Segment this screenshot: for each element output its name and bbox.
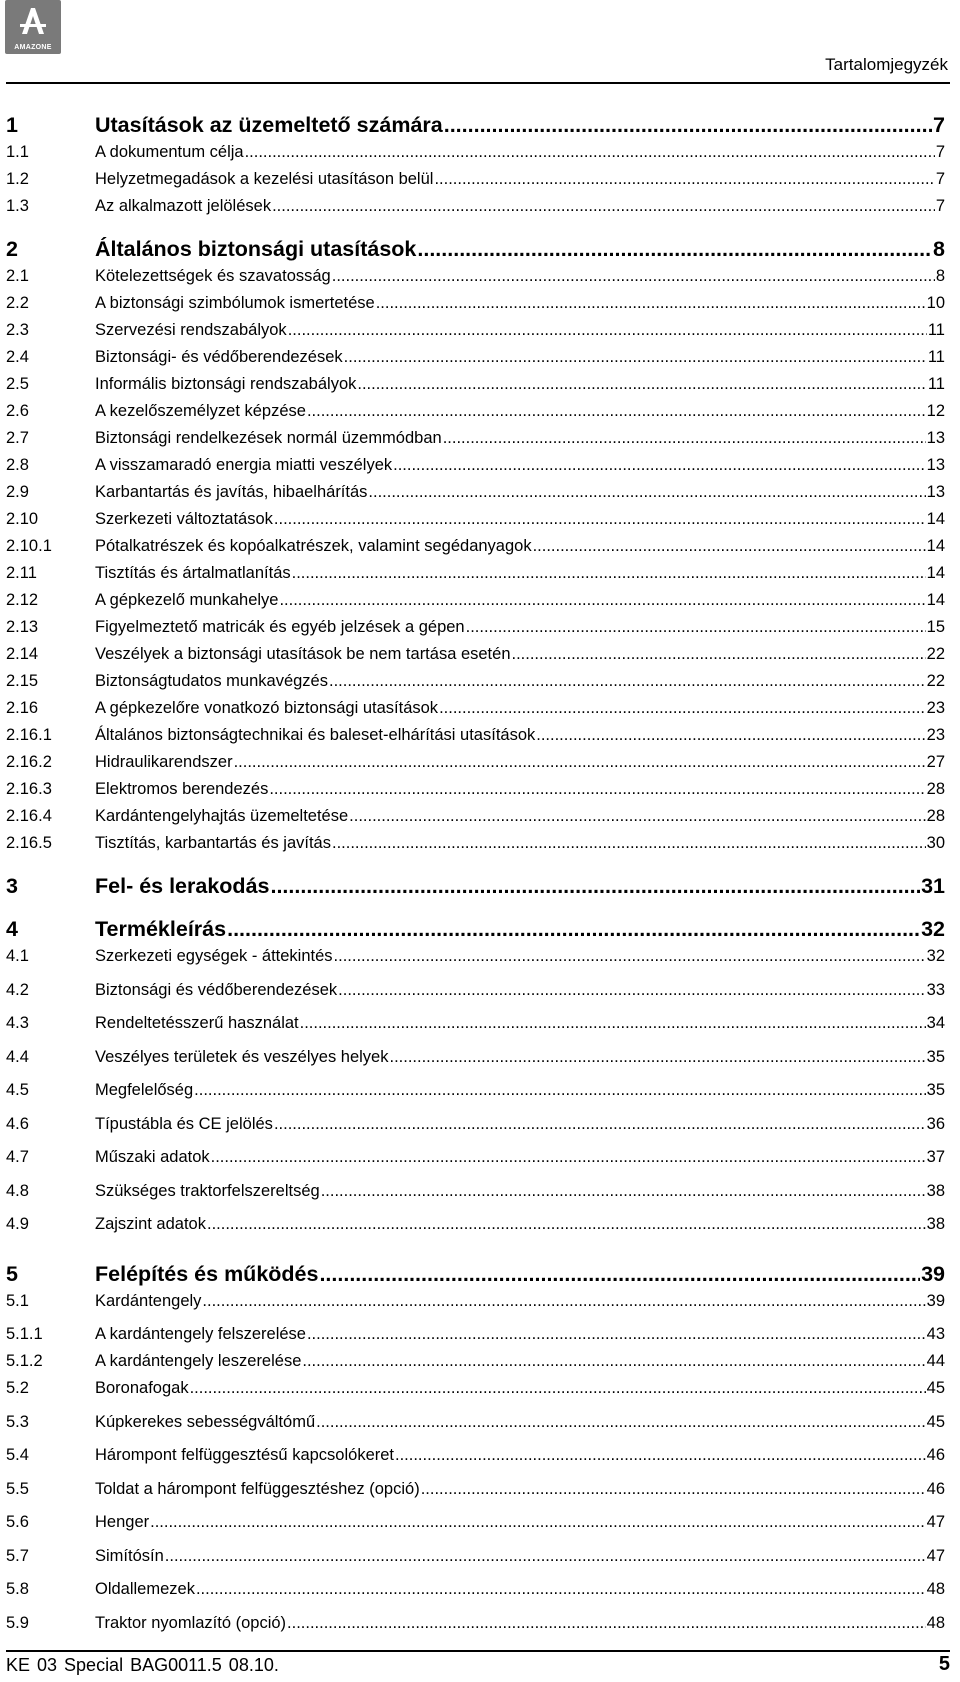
toc-entry-page: 35 (926, 1047, 945, 1066)
toc-entry-page: 39 (921, 1261, 945, 1286)
toc-entry-number: 4 (6, 917, 18, 941)
footer-document-id: KE 03 Special BAG0011.5 08.10. (6, 1655, 279, 1675)
toc-entry[interactable] (6, 197, 945, 224)
toc-entry[interactable] (6, 834, 945, 861)
toc-entry-number: 2.15 (6, 672, 39, 690)
toc-entry-number: 5.9 (6, 1613, 29, 1632)
toc-entry-page: 48 (926, 1613, 945, 1632)
toc-entry-number: 2.16.3 (6, 780, 52, 798)
toc-entry-page: 47 (926, 1546, 945, 1565)
toc-entry-title: Az alkalmazott jelölések (95, 197, 272, 215)
toc-entry-number: 4.8 (6, 1181, 29, 1200)
toc-entry-page: 44 (926, 1352, 945, 1370)
toc-entry-page: 46 (926, 1446, 945, 1464)
toc-dot-leader (307, 1325, 926, 1344)
toc-entry-title: Kúpkerekes sebességváltómű (95, 1412, 316, 1431)
toc-entry[interactable] (6, 1014, 945, 1048)
toc-entry-page: 47 (926, 1513, 945, 1531)
toc-entry-page: 23 (926, 699, 945, 717)
toc-entry-title: Biztonsági- és védőberendezések (95, 348, 343, 366)
toc-entry[interactable] (6, 113, 945, 143)
toc-entry-title: Hárompont felfüggesztésű kapcsolókeret (95, 1446, 394, 1464)
toc-entry-page: 12 (926, 402, 945, 420)
toc-dot-leader (443, 429, 926, 448)
toc-entry-title: Helyzetmegadások a kezelési utasításon belül (95, 170, 434, 188)
toc-entry[interactable] (6, 1413, 945, 1447)
toc-dot-leader (344, 348, 927, 367)
toc-entry-page: 8 (935, 267, 945, 285)
toc-entry-page: 7 (933, 113, 945, 137)
toc-dot-leader (332, 834, 926, 853)
toc-dot-leader (274, 510, 926, 529)
toc-entry[interactable] (6, 947, 945, 981)
toc-entry-title: Oldallemezek (95, 1580, 195, 1598)
toc-entry-number: 2.3 (6, 321, 29, 339)
toc-entry-title: Elektromos berendezés (95, 780, 269, 798)
toc-dot-leader (274, 1115, 926, 1134)
toc-entry[interactable] (6, 807, 945, 834)
toc-dot-leader (272, 197, 935, 216)
toc-entry[interactable] (6, 753, 945, 780)
toc-entry[interactable] (6, 348, 945, 375)
amazone-logo (5, 0, 61, 54)
toc-entry-number: 2.6 (6, 402, 29, 420)
toc-entry-page: 37 (926, 1148, 945, 1166)
toc-entry[interactable] (6, 375, 945, 402)
toc-entry-title: Kardántengelyhajtás üzemeltetése (95, 807, 349, 825)
toc-entry-page: 11 (927, 321, 945, 339)
toc-entry-number: 2.2 (6, 294, 29, 312)
toc-entry[interactable] (6, 483, 945, 510)
toc-entry-title: Biztonsági rendelkezések normál üzemmódban (95, 429, 442, 447)
toc-entry[interactable] (6, 1446, 945, 1480)
toc-dot-leader (434, 170, 934, 189)
toc-dot-leader (234, 753, 926, 772)
toc-entry-title: Veszélyek a biztonsági utasítások be nem tartása esetén (95, 645, 511, 663)
toc-dot-leader (421, 1480, 926, 1499)
toc-entry-number: 5.1.1 (6, 1325, 43, 1343)
toc-entry[interactable] (6, 564, 945, 591)
toc-dot-leader (368, 483, 925, 502)
toc-entry-page: 27 (926, 753, 945, 771)
toc-entry-page: 48 (926, 1580, 945, 1598)
toc-entry-title: Utasítások az üzemeltető számára (95, 113, 443, 137)
toc-dot-leader (332, 267, 935, 286)
toc-entry[interactable] (6, 1148, 945, 1182)
toc-entry-number: 5.1 (6, 1291, 29, 1310)
toc-dot-leader (190, 1379, 926, 1398)
toc-entry-page: 31 (921, 874, 945, 898)
toc-entry-number: 2.14 (6, 645, 39, 663)
toc-entry-number: 5.1.2 (6, 1352, 43, 1370)
toc-entry-title: Simítósín (95, 1546, 164, 1565)
toc-entry-title: Műszaki adatok (95, 1148, 210, 1166)
toc-entry-page: 28 (926, 780, 945, 798)
toc-entry-number: 4.4 (6, 1047, 29, 1066)
toc-entry-page: 14 (926, 510, 945, 528)
toc-entry-title: A visszamaradó energia miatti veszélyek (95, 456, 393, 474)
toc-dot-leader (444, 113, 932, 138)
toc-entry-number: 2.16 (6, 699, 39, 717)
toc-dot-leader (533, 537, 926, 556)
toc-dot-leader (321, 1182, 926, 1201)
toc-entry[interactable] (6, 917, 945, 947)
toc-entry-page: 28 (926, 807, 945, 825)
header-divider (6, 82, 950, 84)
toc-entry-number: 5 (6, 1261, 18, 1286)
toc-entry-number: 1.3 (6, 197, 29, 215)
section-title: Tartalomjegyzék (825, 55, 948, 74)
toc-entry[interactable] (6, 321, 945, 348)
toc-entry-number: 5.4 (6, 1446, 29, 1464)
toc-dot-leader (307, 402, 926, 421)
toc-entry-page: 32 (926, 947, 945, 965)
toc-dot-leader (512, 645, 926, 664)
toc-dot-leader (245, 143, 935, 162)
toc-entry[interactable] (6, 1480, 945, 1514)
toc-entry[interactable] (6, 1580, 945, 1614)
toc-dot-leader (150, 1513, 926, 1532)
toc-entry-number: 1.1 (6, 143, 29, 161)
toc-entry-number: 2.16.1 (6, 726, 52, 744)
toc-entry-number: 5.7 (6, 1546, 29, 1565)
toc-entry-number: 2.16.5 (6, 834, 52, 852)
toc-entry[interactable] (6, 874, 945, 904)
toc-entry-number: 4.2 (6, 980, 29, 999)
toc-entry-page: 8 (933, 237, 945, 261)
toc-dot-leader (329, 672, 926, 691)
toc-entry-page: 7 (935, 143, 945, 161)
toc-entry-number: 5.3 (6, 1412, 29, 1431)
toc-dot-leader (319, 1262, 920, 1287)
toc-dot-leader (302, 1352, 925, 1371)
toc-entry[interactable] (6, 1115, 945, 1149)
toc-entry-title: Biztonsági és védőberendezések (95, 980, 338, 999)
toc-entry-title: A kardántengely felszerelése (95, 1325, 306, 1343)
toc-dot-leader (393, 456, 926, 475)
toc-entry-title: Veszélyes területek és veszélyes helyek (95, 1047, 389, 1066)
toc-entry-page: 34 (926, 1014, 945, 1032)
toc-dot-leader (389, 1048, 925, 1067)
toc-dot-leader (334, 947, 926, 966)
toc-dot-leader (357, 375, 926, 394)
toc-entry-title: Traktor nyomlazító (opció) (95, 1613, 287, 1632)
toc-entry-number: 5.8 (6, 1580, 29, 1598)
toc-dot-leader (338, 981, 925, 1000)
toc-dot-leader (376, 294, 926, 313)
toc-entry-title: Henger (95, 1513, 150, 1531)
toc-entry-title: A biztonsági szimbólumok ismertetése (95, 294, 375, 312)
toc-entry-title: Karbantartás és javítás, hibaelhárítás (95, 483, 368, 501)
toc-entry-number: 4.6 (6, 1114, 29, 1133)
toc-entry-number: 2.7 (6, 429, 29, 447)
toc-entry[interactable] (6, 780, 945, 807)
toc-entry-page: 14 (926, 537, 945, 555)
toc-entry-number: 4.9 (6, 1215, 29, 1233)
toc-entry[interactable] (6, 1215, 945, 1249)
toc-entry-page: 46 (926, 1479, 945, 1498)
toc-entry-title: A dokumentum célja (95, 143, 244, 161)
toc-dot-leader (196, 1580, 926, 1599)
toc-dot-leader (288, 321, 927, 340)
toc-entry[interactable] (6, 537, 945, 564)
toc-entry-title: Felépítés és működés (95, 1261, 319, 1286)
toc-dot-leader (270, 874, 920, 899)
footer-divider (6, 1650, 950, 1652)
toc-entry-title: Megfelelőség (95, 1081, 194, 1099)
footer-page-number: 5 (938, 1653, 950, 1675)
toc-entry-number: 2.9 (6, 483, 29, 501)
toc-entry-page: 22 (926, 672, 945, 690)
toc-dot-leader (417, 237, 932, 262)
toc-entry-number: 2.5 (6, 375, 29, 393)
toc-entry[interactable] (6, 1547, 945, 1581)
toc-dot-leader (207, 1215, 926, 1234)
toc-entry-number: 2.10.1 (6, 537, 52, 555)
toc-entry-title: Figyelmeztető matricák és egyéb jelzések a gépen (95, 618, 465, 636)
toc-dot-leader (202, 1292, 925, 1311)
toc-entry[interactable] (6, 1048, 945, 1082)
toc-entry-number: 4.7 (6, 1148, 29, 1166)
toc-entry-title: Szükséges traktorfelszereltség (95, 1181, 320, 1200)
toc-entry[interactable] (6, 672, 945, 699)
toc-dot-leader (227, 917, 920, 942)
toc-entry-title: Pótalkatrészek és kopóalkatrészek, valamint segédanyagok (95, 537, 532, 555)
toc-entry-page: 32 (921, 917, 945, 941)
toc-entry-number: 2.12 (6, 591, 39, 609)
toc-dot-leader (536, 726, 925, 745)
toc-entry[interactable] (6, 1081, 945, 1115)
toc-entry-number: 1 (6, 113, 18, 137)
toc-entry-page: 36 (926, 1114, 945, 1133)
toc-entry[interactable] (6, 237, 945, 267)
toc-entry-number: 2.13 (6, 618, 39, 636)
toc-entry-title: Tisztítás és ártalmatlanítás (95, 564, 291, 582)
toc-dot-leader (287, 1614, 926, 1633)
toc-dot-leader (165, 1547, 926, 1566)
toc-entry-title: A kezelőszemélyzet képzése (95, 402, 306, 420)
toc-entry-title: Rendeltetésszerű használat (95, 1014, 299, 1032)
toc-entry-title: Zajszint adatok (95, 1215, 206, 1233)
toc-entry[interactable] (6, 402, 945, 429)
logo-emblem-icon (18, 4, 48, 38)
toc-entry-title: Szerkezeti változtatások (95, 510, 273, 528)
toc-entry-page: 23 (926, 726, 945, 744)
toc-entry[interactable] (6, 1352, 945, 1379)
toc-entry-page: 11 (927, 348, 945, 366)
toc-entry-number: 2.1 (6, 267, 29, 285)
toc-entry[interactable] (6, 981, 945, 1015)
toc-entry-page: 13 (926, 456, 945, 474)
toc-entry-number: 4.5 (6, 1081, 29, 1099)
toc-entry-page: 7 (935, 170, 945, 188)
toc-entry-title: A gépkezelő munkahelye (95, 591, 279, 609)
toc-entry-title: Toldat a hárompont felfüggesztéshez (opció) (95, 1479, 420, 1498)
toc-dot-leader (466, 618, 926, 637)
toc-dot-leader (395, 1446, 926, 1465)
toc-entry-page: 15 (926, 618, 945, 636)
toc-entry-page: 45 (926, 1412, 945, 1431)
toc-entry-title: Szervezési rendszabályok (95, 321, 287, 339)
toc-entry[interactable] (6, 456, 945, 483)
toc-entry[interactable] (6, 429, 945, 456)
toc-entry-page: 10 (926, 294, 945, 312)
toc-entry-number: 2.11 (6, 564, 37, 582)
toc-entry[interactable] (6, 1614, 945, 1648)
toc-entry[interactable] (6, 591, 945, 618)
toc-dot-leader (211, 1148, 926, 1167)
toc-entry-title: Hidraulikarendszer (95, 753, 233, 771)
toc-entry[interactable] (6, 510, 945, 537)
toc-dot-leader (300, 1014, 926, 1033)
toc-entry-number: 1.2 (6, 170, 29, 188)
toc-dot-leader (292, 564, 926, 583)
toc-entry-page: 14 (926, 591, 945, 609)
toc-dot-leader (279, 591, 925, 610)
toc-entry-title: Informális biztonsági rendszabályok (95, 375, 357, 393)
toc-entry-number: 5.5 (6, 1479, 29, 1498)
toc-entry[interactable] (6, 645, 945, 672)
toc-entry-number: 2.4 (6, 348, 29, 366)
toc-entry-title: Típustábla és CE jelölés (95, 1114, 273, 1133)
toc-entry-page: 43 (926, 1325, 945, 1343)
toc-entry-title: Kardántengely (95, 1291, 202, 1310)
toc-entry-page: 38 (926, 1215, 945, 1233)
toc-entry-title: A kardántengely leszerelése (95, 1352, 302, 1370)
toc-entry-title: Fel- és lerakodás (95, 874, 270, 898)
toc-entry-page: 11 (927, 375, 945, 393)
toc-entry-number: 4.1 (6, 947, 29, 965)
toc-entry-page: 14 (926, 564, 945, 582)
toc-entry-page: 7 (935, 197, 945, 215)
toc-entry[interactable] (6, 1513, 945, 1547)
toc-entry-page: 38 (926, 1181, 945, 1200)
toc-entry[interactable] (6, 1379, 945, 1413)
toc-entry-title: Termékleírás (95, 917, 227, 941)
toc-dot-leader (349, 807, 925, 826)
table-of-contents (6, 113, 945, 1647)
toc-entry-title: Biztonságtudatos munkavégzés (95, 672, 328, 690)
toc-entry-title: Általános biztonságtechnikai és baleset-elhárítási utasítások (95, 726, 536, 744)
toc-entry-number: 5.2 (6, 1379, 29, 1397)
toc-entry-title: Kötelezettségek és szavatosság (95, 267, 331, 285)
toc-entry-number: 3 (6, 874, 18, 898)
toc-entry[interactable] (6, 1292, 945, 1326)
toc-entry-number: 2 (6, 237, 18, 261)
toc-dot-leader (316, 1413, 926, 1432)
toc-entry-page: 45 (926, 1379, 945, 1397)
toc-entry-page: 39 (926, 1291, 945, 1310)
toc-entry-page: 13 (926, 483, 945, 501)
toc-dot-leader (269, 780, 925, 799)
toc-entry[interactable] (6, 1325, 945, 1352)
toc-dot-leader (194, 1081, 925, 1100)
toc-entry[interactable] (6, 1182, 945, 1216)
toc-entry[interactable] (6, 726, 945, 753)
toc-entry-title: Általános biztonsági utasítások (95, 237, 417, 261)
toc-entry-title: Tisztítás, karbantartás és javítás (95, 834, 331, 852)
toc-entry[interactable] (6, 618, 945, 645)
toc-entry-number: 2.16.4 (6, 807, 52, 825)
toc-entry-page: 22 (926, 645, 945, 663)
toc-entry-number: 5.6 (6, 1513, 29, 1531)
toc-entry[interactable] (6, 699, 945, 726)
toc-entry-page: 30 (926, 834, 945, 852)
logo-text: AMAZONE (14, 44, 52, 51)
toc-entry-number: 2.16.2 (6, 753, 52, 771)
toc-entry-page: 13 (926, 429, 945, 447)
toc-entry-title: Boronafogak (95, 1379, 189, 1397)
toc-entry-page: 35 (926, 1081, 945, 1099)
toc-entry[interactable] (6, 1262, 945, 1292)
toc-entry[interactable] (6, 143, 945, 170)
toc-entry-page: 33 (926, 980, 945, 999)
toc-entry[interactable] (6, 267, 945, 294)
toc-entry-number: 2.10 (6, 510, 39, 528)
toc-entry-number: 4.3 (6, 1014, 29, 1032)
toc-entry-title: A gépkezelőre vonatkozó biztonsági utasítások (95, 699, 439, 717)
toc-entry[interactable] (6, 294, 945, 321)
toc-entry-number: 2.8 (6, 456, 29, 474)
toc-entry[interactable] (6, 170, 945, 197)
toc-dot-leader (439, 699, 926, 718)
toc-entry-title: Szerkezeti egységek - áttekintés (95, 947, 333, 965)
